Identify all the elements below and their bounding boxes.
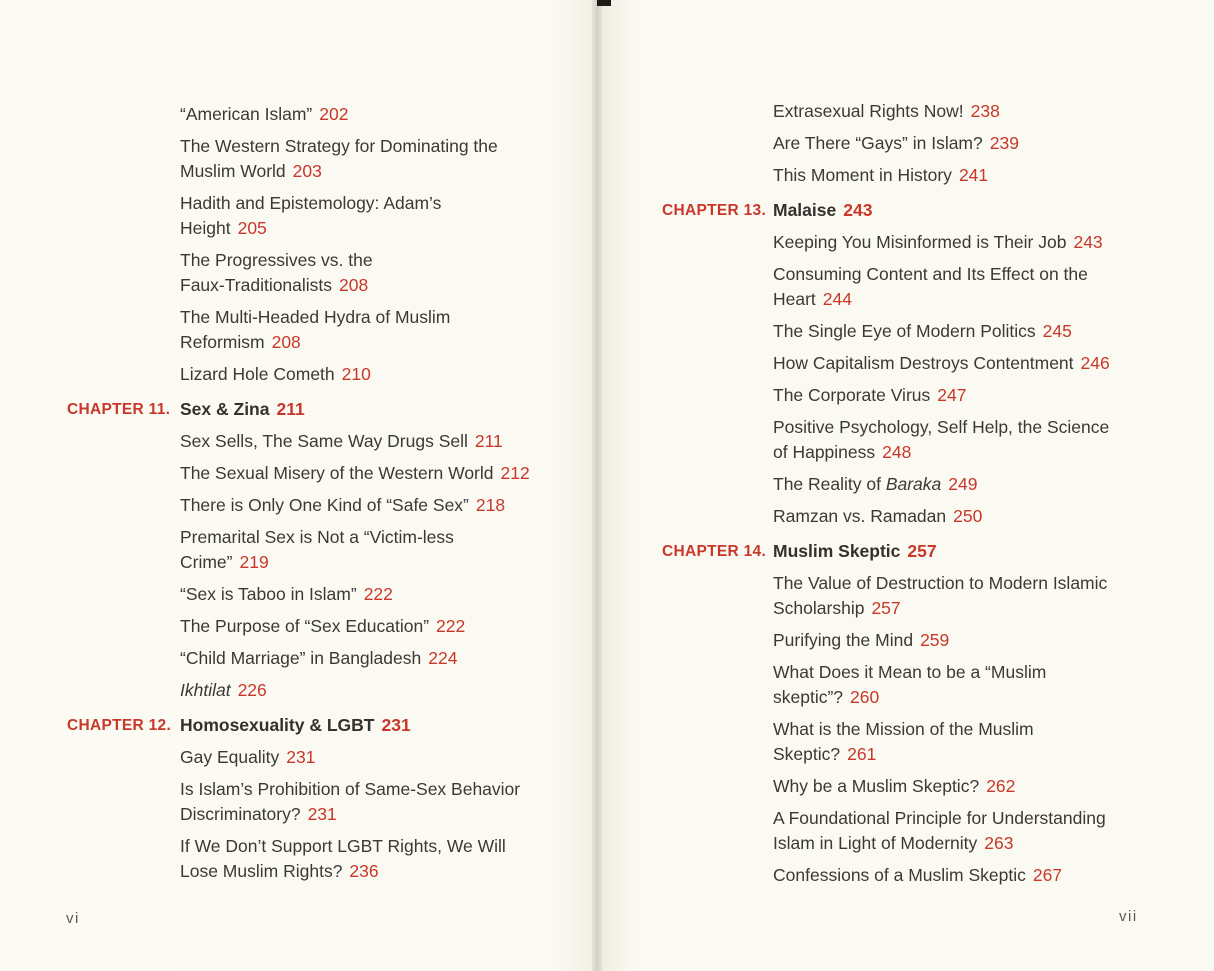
- toc-page-number: 249: [948, 474, 978, 494]
- toc-entry-line: [773, 742, 876, 767]
- toc-entry-text: The Multi-Headed Hydra of Muslim: [180, 307, 451, 327]
- toc-entry-line: [773, 440, 911, 465]
- toc-entry-line: [773, 230, 1103, 255]
- toc-entry-line: [773, 806, 1106, 831]
- toc-page-number: 212: [500, 463, 530, 483]
- chapter-page-number: 231: [381, 715, 411, 735]
- chapter-label: CHAPTER 13.: [662, 202, 767, 219]
- toc-entry-line: [180, 134, 498, 159]
- toc-entry-line: [180, 834, 506, 859]
- toc-entry-line: [773, 319, 1072, 344]
- toc-entry-line: [180, 429, 503, 454]
- toc-entry-line: [773, 831, 1013, 856]
- toc-entry-line: [773, 472, 977, 497]
- toc-entry-line: [773, 504, 982, 529]
- toc-page-number: 210: [341, 364, 371, 384]
- toc-entry-line: [773, 163, 988, 188]
- toc-page-number: 203: [292, 161, 322, 181]
- toc-page-number: 236: [349, 861, 379, 881]
- toc-entry-line: [773, 685, 879, 710]
- toc-page-number: 231: [307, 804, 337, 824]
- toc-page-number: 205: [237, 218, 267, 238]
- toc-entry-text: The Reality of: [773, 474, 886, 494]
- toc-entry-text: The Value of Destruction to Modern Islamic: [773, 573, 1108, 593]
- toc-entry-line: [180, 550, 269, 575]
- toc-entry-line: [180, 102, 348, 127]
- book-gutter: [592, 0, 602, 971]
- toc-entry-line: [773, 774, 1015, 799]
- toc-entry-line: [180, 191, 441, 216]
- toc-page-number: 218: [475, 495, 506, 515]
- toc-entry-text-italic: Baraka: [885, 474, 942, 494]
- chapter-page-number: 257: [907, 541, 937, 561]
- toc-entry-text: Height: [180, 218, 231, 238]
- toc-entry-text: There is Only One Kind of “Safe Sex”: [180, 495, 469, 515]
- toc-entry-text: of Happiness: [773, 442, 876, 462]
- toc-page-number: 226: [237, 680, 267, 700]
- toc-page-number: 222: [436, 616, 466, 636]
- toc-entry-text: Discriminatory?: [180, 804, 301, 824]
- toc-page-number: 267: [1032, 865, 1063, 885]
- toc-page-number: 257: [871, 598, 901, 618]
- toc-page-number: 222: [363, 584, 393, 604]
- toc-entry-text: Ramzan vs. Ramadan: [773, 506, 947, 526]
- toc-page-number: 208: [339, 275, 369, 295]
- toc-entry-text: Scholarship: [773, 598, 865, 618]
- toc-entry-line: [180, 614, 465, 639]
- toc-entry-line: [180, 678, 267, 703]
- toc-entry-text: Premarital Sex is Not a “Victim-less: [180, 527, 454, 547]
- toc-entry-line: [773, 99, 1000, 124]
- toc-entry-text: How Capitalism Destroys Contentment: [773, 353, 1074, 373]
- toc-entry-text: Gay Equality: [180, 747, 280, 767]
- toc-entry-text: Is Islam’s Prohibition of Same-Sex Behavior: [180, 779, 521, 799]
- toc-entry-text: Purifying the Mind: [773, 630, 914, 650]
- toc-page-number: 231: [286, 747, 316, 767]
- toc-entry-text: The Purpose of “Sex Education”: [180, 616, 430, 636]
- left-page: [0, 0, 597, 971]
- toc-entry-text: Heart: [773, 289, 816, 309]
- toc-entry-text: “Sex is Taboo in Islam”: [180, 584, 357, 604]
- toc-entry-text: Keeping You Misinformed is Their Job: [773, 232, 1067, 252]
- chapter-label: CHAPTER 11.: [67, 401, 171, 418]
- toc-entry-text: Extrasexual Rights Now!: [773, 101, 964, 121]
- toc-entry-text: Muslim World: [180, 161, 286, 181]
- toc-entry-text: The Single Eye of Modern Politics: [773, 321, 1036, 341]
- toc-page-number: 250: [953, 506, 983, 526]
- toc-page-number: 263: [984, 833, 1014, 853]
- chapter-title: [180, 397, 305, 422]
- toc-page-number: 248: [882, 442, 912, 462]
- toc-entry-text: The Corporate Virus: [773, 385, 931, 405]
- toc-entry-line: [180, 159, 322, 184]
- toc-entry-line: [180, 525, 454, 550]
- chapter-label: CHAPTER 14.: [662, 543, 767, 560]
- toc-page-number: 243: [1073, 232, 1103, 252]
- toc-entry-line: [180, 745, 315, 770]
- chapter-title-text: Homosexuality & LGBT: [180, 715, 375, 735]
- toc-page-number: 239: [989, 133, 1019, 153]
- toc-entry-line: [180, 216, 267, 241]
- toc-left: [0, 0, 597, 971]
- toc-entry-text: Confessions of a Muslim Skeptic: [773, 865, 1026, 885]
- toc-right: [597, 0, 1214, 971]
- chapter-title: [180, 713, 411, 738]
- toc-page-number: 224: [428, 648, 458, 668]
- toc-entry-line: [773, 628, 949, 653]
- page-number-right: vii: [1119, 908, 1138, 925]
- toc-entry-text: The Progressives vs. the: [180, 250, 373, 270]
- chapter-title-text: Malaise: [773, 200, 837, 220]
- toc-entry-text: Islam in Light of Modernity: [773, 833, 978, 853]
- toc-entry-text: Skeptic?: [773, 744, 841, 764]
- toc-entry-text: Faux-Traditionalists: [180, 275, 333, 295]
- toc-entry-text: Consuming Content and Its Effect on the: [773, 264, 1088, 284]
- toc-page-number: 238: [970, 101, 1000, 121]
- toc-page-number: 246: [1080, 353, 1110, 373]
- toc-entry-line: [773, 596, 901, 621]
- toc-entry-line: [773, 863, 1062, 888]
- toc-entry-text: Why be a Muslim Skeptic?: [773, 776, 980, 796]
- chapter-title-text: Muslim Skeptic: [773, 541, 901, 561]
- toc-entry-text: Lizard Hole Cometh: [180, 364, 335, 384]
- toc-entry-text: If We Don’t Support LGBT Rights, We Will: [180, 836, 506, 856]
- toc-entry-line: [773, 415, 1109, 440]
- chapter-page-number: 243: [843, 200, 873, 220]
- toc-entry-line: [773, 571, 1107, 596]
- toc-entry-line: [180, 305, 450, 330]
- toc-entry-line: [180, 248, 373, 273]
- chapter-title: [773, 539, 937, 564]
- toc-entry-line: [773, 351, 1110, 376]
- toc-page-number: 260: [850, 687, 880, 707]
- toc-page-number: 208: [271, 332, 301, 352]
- chapter-label: CHAPTER 12.: [67, 717, 172, 734]
- toc-page-number: 244: [822, 289, 852, 309]
- toc-entry-line: [180, 362, 371, 387]
- toc-entry-line: [180, 859, 379, 884]
- toc-entry-text: The Sexual Misery of the Western World: [180, 463, 494, 483]
- chapter-page-number: 211: [276, 399, 305, 419]
- toc-entry-text: This Moment in History: [773, 165, 952, 185]
- toc-page-number: 202: [319, 104, 349, 124]
- toc-entry-text: Lose Muslim Rights?: [180, 861, 343, 881]
- toc-entry-line: [773, 262, 1088, 287]
- toc-entry-line: [773, 131, 1019, 156]
- toc-page-number: 241: [958, 165, 989, 185]
- page-number-left: vi: [66, 910, 80, 927]
- toc-entry-line: [180, 582, 393, 607]
- toc-entry-text: “American Islam”: [180, 104, 313, 124]
- toc-entry-text: Sex Sells, The Same Way Drugs Sell: [180, 431, 468, 451]
- toc-entry-text: Hadith and Epistemology: Adam’s: [180, 193, 442, 213]
- toc-entry-text: What Does it Mean to be a “Muslim: [773, 662, 1047, 682]
- toc-entry-text: Positive Psychology, Self Help, the Science: [773, 417, 1110, 437]
- toc-page-number: 247: [937, 385, 967, 405]
- toc-page-number: 211: [474, 431, 503, 451]
- toc-page-number: 262: [986, 776, 1016, 796]
- page-corner-shadow: [597, 0, 611, 6]
- chapter-title-text: Sex & Zina: [180, 399, 270, 419]
- toc-entry-text: A Foundational Principle for Understanding: [773, 808, 1106, 828]
- toc-entry-line: [180, 777, 520, 802]
- toc-entry-text: The Western Strategy for Dominating the: [180, 136, 498, 156]
- toc-entry-text: What is the Mission of the Muslim: [773, 719, 1034, 739]
- toc-entry-line: [180, 330, 301, 355]
- toc-entry-text: Are There “Gays” in Islam?: [773, 133, 983, 153]
- toc-entry-line: [773, 287, 852, 312]
- toc-entry-text: Reformism: [180, 332, 265, 352]
- toc-entry-line: [180, 802, 337, 827]
- right-page: [597, 0, 1214, 971]
- toc-entry-line: [180, 646, 457, 671]
- toc-entry-line: [180, 493, 505, 518]
- toc-entry-line: [180, 461, 530, 486]
- toc-entry-text: skeptic”?: [773, 687, 844, 707]
- toc-entry-text: Ikhtilat: [180, 680, 231, 700]
- chapter-title: [773, 198, 872, 223]
- toc-entry-line: [773, 660, 1046, 685]
- toc-entry-line: [773, 383, 966, 408]
- toc-entry-line: [773, 717, 1034, 742]
- toc-page-number: 259: [920, 630, 950, 650]
- toc-page-number: 261: [847, 744, 877, 764]
- toc-entry-text: “Child Marriage” in Bangladesh: [180, 648, 422, 668]
- toc-entry-line: [180, 273, 368, 298]
- toc-entry-text: Crime”: [180, 552, 233, 572]
- toc-page-number: 245: [1042, 321, 1072, 341]
- toc-page-number: 219: [239, 552, 269, 572]
